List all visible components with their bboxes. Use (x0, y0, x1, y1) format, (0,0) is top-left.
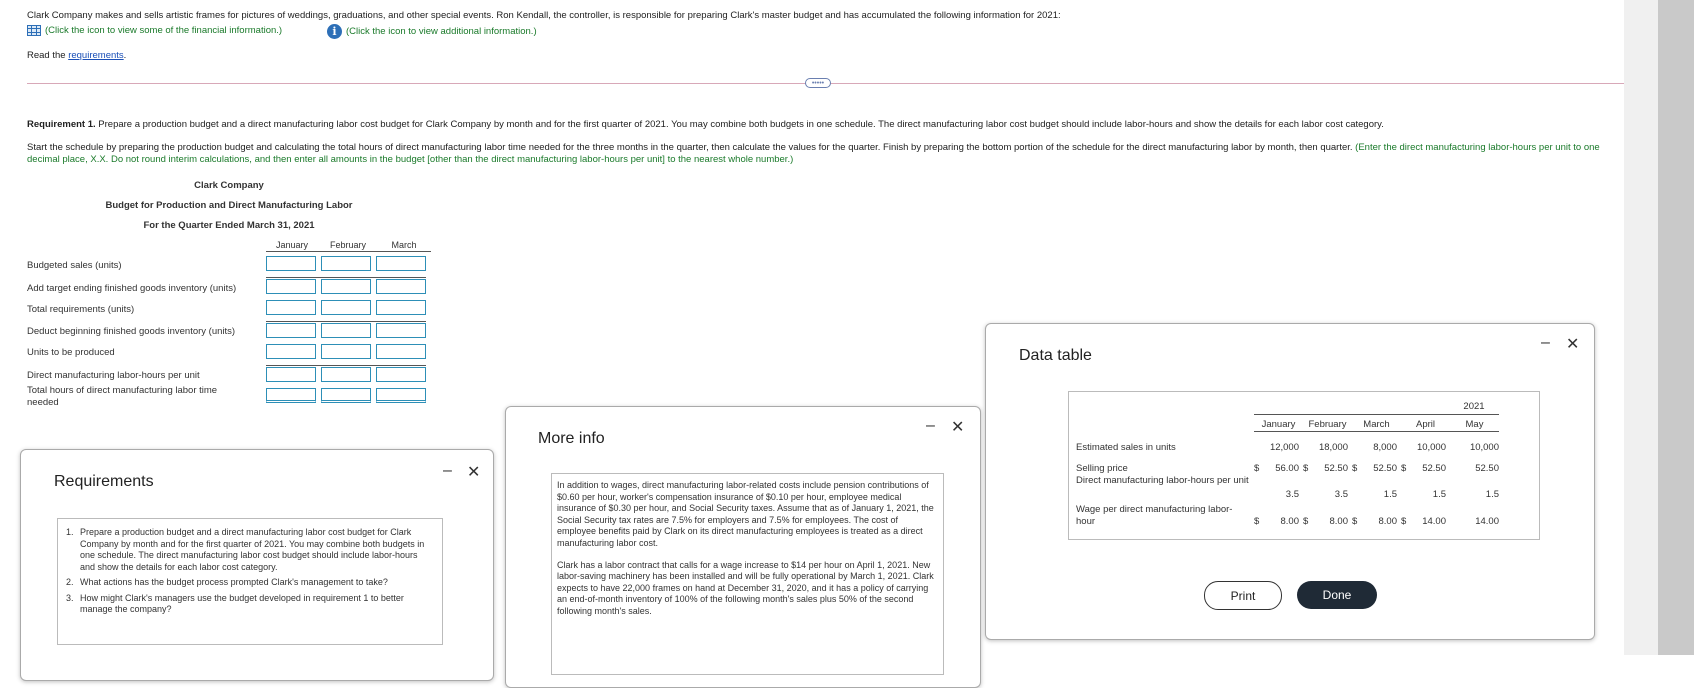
input-total-hours-feb[interactable] (321, 388, 371, 403)
cell: 52.50 (1422, 463, 1446, 474)
row-wage-values (1254, 516, 1499, 527)
input-sales-jan[interactable] (266, 256, 316, 271)
cell: 14.00 (1422, 516, 1446, 527)
requirement-number-1: 1. (66, 527, 74, 537)
budget-title: Budget for Production and Direct Manufacturing Labor (105, 200, 353, 211)
read-suffix: . (123, 50, 127, 61)
info-icon[interactable]: i (327, 24, 342, 39)
requirements-title: Requirements (54, 473, 154, 490)
input-units-produced-jan[interactable] (266, 344, 316, 359)
cell: 10,000 (1416, 442, 1446, 453)
requirement-text-3: How might Clark's managers use the budget developed in requirement 1 to better manage the company? (80, 592, 404, 614)
cell: 56.00 (1275, 463, 1299, 474)
cell: 52.50 (1475, 463, 1499, 474)
header-rule (266, 251, 431, 252)
col-march: March (391, 240, 417, 250)
row-estimated-sales-values (1254, 442, 1499, 453)
requirement1-label: Requirement 1. (27, 119, 96, 130)
row-beginning-inventory: Deduct beginning finished goods inventory (units) (27, 326, 236, 337)
close-icon[interactable]: ✕ (467, 464, 481, 481)
row-wage-per-hour: Wage per direct manufacturing labor-hour (1076, 504, 1233, 527)
cell: 14.00 (1475, 516, 1499, 527)
input-ending-inv-mar[interactable] (376, 279, 426, 294)
requirements-link[interactable]: requirements (68, 50, 124, 61)
row-selling-price-values (1254, 463, 1499, 474)
more-info-dialog (505, 406, 981, 688)
row-labor-hours-values (1254, 489, 1499, 500)
cell: 1.5 (1485, 489, 1499, 500)
scrollbar-track (1624, 0, 1658, 655)
col-january: January (275, 240, 309, 250)
dollar-sign: $ (1352, 516, 1358, 527)
row-target-ending-inventory: Add target ending finished goods inventory (units) (27, 283, 237, 294)
cell: 8,000 (1373, 442, 1397, 453)
additional-info-link-text[interactable]: (Click the icon to view additional information.) (346, 26, 537, 37)
cell: 3.5 (1285, 489, 1299, 500)
more-info-content (551, 473, 944, 675)
cell: 12,000 (1269, 442, 1299, 453)
input-hours-per-unit-feb[interactable] (321, 367, 371, 382)
input-total-hours-jan[interactable] (266, 388, 316, 403)
month-april: April (1415, 419, 1435, 430)
cell: 52.50 (1373, 463, 1397, 474)
more-info-paragraph-2: Clark has a labor contract that calls for a wage increase to $14 per hour on April 1, 2021. New labor-saving machinery has been installed and will be fully operational by March 1, 2021. Clark expects to have 22,000 frames on hand at December 31, 2020, and it has a policy of carrying an end-of-month inventory of 100% of the following month's sales plus 50% of the second following month's sales. (557, 559, 934, 616)
requirements-dialog (20, 449, 494, 681)
cell: 8.00 (1378, 516, 1397, 527)
expand-handle[interactable]: ••••• (805, 78, 831, 88)
row-labor-hours-per-unit: Direct manufacturing labor-hours per unit (1076, 475, 1249, 486)
row-total-requirements: Total requirements (units) (27, 304, 135, 315)
cell: 18,000 (1318, 442, 1348, 453)
close-icon[interactable]: ✕ (951, 419, 965, 436)
table-icon[interactable] (27, 25, 41, 36)
cell: 8.00 (1329, 516, 1348, 527)
financial-info-link-text[interactable]: (Click the icon to view some of the financial information.) (45, 25, 283, 36)
input-total-req-mar[interactable] (376, 300, 426, 315)
read-prefix: Read the (27, 50, 69, 61)
more-info-paragraph-1: In addition to wages, direct manufacturing labor-related costs include pension contributions of $0.60 per hour, worker's compensation insurance of $0.10 per hour, employee medical insurance of $0.30 per hour, and Social Security taxes. Assume that as of January 1, 2021, the Social Security tax rates are 7.5% for employers and 7.5% for employees. The cost of employee benefits paid by Clark on its direct manufacturing employees is treated as a direct manufacturing labor cost. (557, 480, 934, 548)
requirement1-body: Prepare a production budget and a direct manufacturing labor cost budget for Clark Company by month and for the first quarter of 2021. You may combine both budgets in one schedule. The direct manufacturing labor cost budget should include labor-hours and show the details for each labor cost category. (95, 119, 1384, 130)
month-headers (1254, 419, 1499, 430)
intro-text: Clark Company makes and sells artistic frames for pictures of weddings, graduations, and other special events. Ron Kendall, the controller, is responsible for preparing Clark's master budget and has accumulated the following information for 2021: (27, 10, 1061, 21)
input-ending-inv-jan[interactable] (266, 279, 316, 294)
row-estimated-sales: Estimated sales in units (1076, 442, 1176, 453)
requirement1-instructions (27, 142, 1627, 166)
dollar-sign: $ (1303, 463, 1309, 474)
minimize-icon[interactable]: – (443, 462, 452, 479)
requirement1-text (27, 119, 1627, 130)
row-budgeted-sales: Budgeted sales (units) (27, 260, 122, 271)
requirement-text-1: Prepare a production budget and a direct manufacturing labor cost budget for Clark Company by month and for the first quarter of 2021. You may combine both budgets in one schedule. The direct manufacturing labor cost budget should include labor-hours and show the details for each labor cost category. (80, 527, 425, 572)
input-total-req-jan[interactable] (266, 300, 316, 315)
data-table-title: Data table (1019, 347, 1092, 364)
print-button[interactable]: Print (1204, 581, 1282, 610)
requirement-item-1 (58, 519, 442, 573)
input-hours-per-unit-jan[interactable] (266, 367, 316, 382)
input-units-produced-mar[interactable] (376, 344, 426, 359)
requirement-item-3 (58, 589, 442, 616)
cell: 1.5 (1432, 489, 1446, 500)
minimize-icon[interactable]: – (1541, 334, 1550, 351)
dollar-sign: $ (1254, 516, 1260, 527)
row-selling-price: Selling price (1076, 463, 1128, 474)
month-march: March (1363, 419, 1390, 430)
dollar-sign: $ (1401, 516, 1407, 527)
data-table (1068, 391, 1540, 540)
row-units-produced: Units to be produced (27, 347, 115, 358)
requirement-number-3: 3. (66, 592, 74, 603)
scrollbar[interactable] (1658, 0, 1694, 655)
month-rule (1254, 431, 1499, 432)
close-icon[interactable]: ✕ (1566, 336, 1580, 353)
cell: 1.5 (1383, 489, 1397, 500)
start-text: Start the schedule by preparing the production budget and calculating the total hours of direct manufacturing labor time needed for the three months in the quarter, then calculate the values for the quarter. Finish by preparing the bottom portion of the schedule for the direct manufacturing labor by month, then quarter. (27, 142, 1356, 153)
minimize-icon[interactable]: – (926, 417, 935, 434)
cell: 10,000 (1469, 442, 1499, 453)
requirement-number-2: 2. (66, 577, 74, 587)
dollar-sign: $ (1401, 463, 1407, 474)
input-total-req-feb[interactable] (321, 300, 371, 315)
read-requirements (27, 50, 126, 61)
cell: 52.50 (1324, 463, 1348, 474)
budget-company: Clark Company (194, 180, 264, 191)
requirement-text-2: What actions has the budget process prompted Clark's management to take? (80, 577, 388, 587)
col-february: February (329, 240, 366, 250)
cell: 3.5 (1334, 489, 1348, 500)
input-hours-per-unit-mar[interactable] (376, 367, 426, 382)
input-sales-mar[interactable] (376, 256, 426, 271)
dollar-sign: $ (1303, 516, 1309, 527)
input-total-hours-mar[interactable] (376, 388, 426, 403)
dollar-sign: $ (1254, 463, 1260, 474)
year-rule (1254, 414, 1499, 415)
input-ending-inv-feb[interactable] (321, 279, 371, 294)
row-labor-hours-per-unit: Direct manufacturing labor-hours per unit (27, 370, 200, 381)
requirement-item-2 (58, 573, 442, 589)
input-units-produced-feb[interactable] (321, 344, 371, 359)
row-total-labor-hours: Total hours of direct manufacturing labor time needed (27, 385, 218, 408)
input-beginning-inv-feb[interactable] (321, 323, 371, 338)
additional-info-link[interactable] (327, 24, 537, 39)
input-beginning-inv-mar[interactable] (376, 323, 426, 338)
budget-period: For the Quarter Ended March 31, 2021 (143, 220, 315, 231)
requirements-list (57, 518, 443, 645)
more-info-title: More info (538, 430, 605, 447)
rounding-note: (Enter the direct manufacturing labor-hours per unit to one decimal place, X.X. Do not round interim calculations, and then enter all amounts in the budget [other than the direct manufacturing labor-hours per unit] to the nearest whole number.) (27, 142, 1600, 165)
data-table-dialog (985, 323, 1595, 640)
month-may: May (1465, 419, 1484, 430)
month-january: January (1261, 419, 1296, 430)
input-sales-feb[interactable] (321, 256, 371, 271)
cell: 8.00 (1280, 516, 1299, 527)
financial-info-link[interactable] (27, 25, 282, 36)
done-button[interactable]: Done (1297, 581, 1377, 609)
month-february: February (1308, 419, 1347, 430)
year-header: 2021 (1463, 401, 1485, 412)
input-beginning-inv-jan[interactable] (266, 323, 316, 338)
dollar-sign: $ (1352, 463, 1358, 474)
